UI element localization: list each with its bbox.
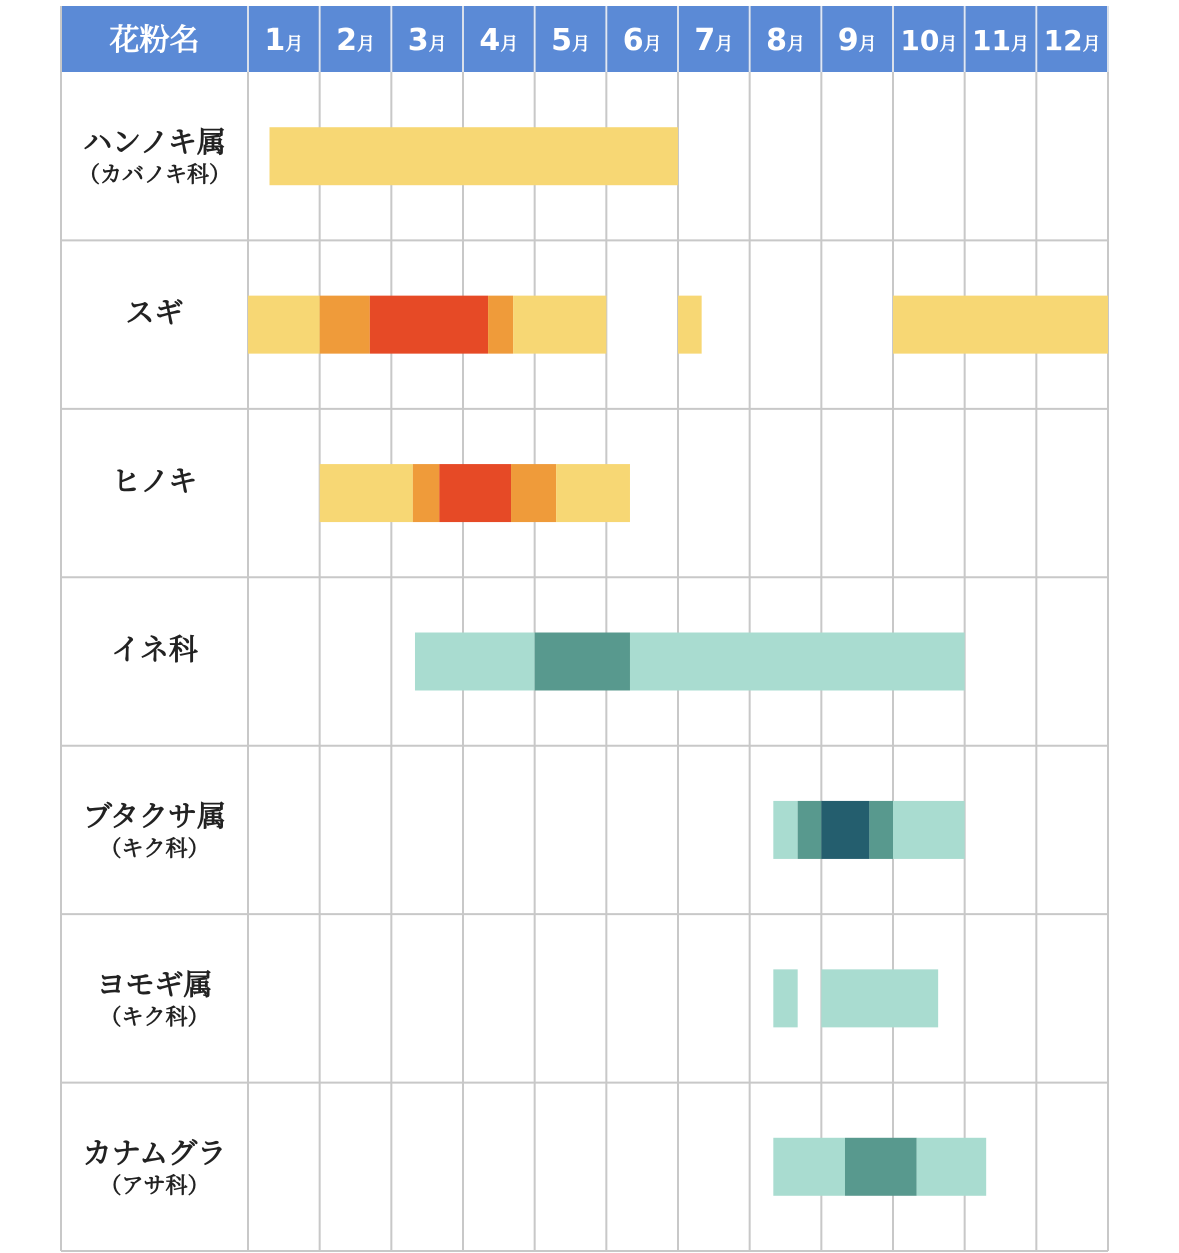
bar-segment-6-0 bbox=[773, 1138, 845, 1196]
row-sub-0: （カバノキ科） bbox=[77, 163, 232, 189]
month-header-12: 12月 bbox=[1043, 24, 1101, 57]
row-name-1: スギ bbox=[125, 295, 184, 330]
header-pollen-name-label: 花粉名 bbox=[109, 23, 200, 58]
bar-segment-2-0 bbox=[320, 464, 413, 522]
bar-segment-3-1 bbox=[535, 633, 630, 691]
bar-segment-2-3 bbox=[511, 464, 556, 522]
row-sub-6: （アサ科） bbox=[99, 1173, 210, 1199]
bar-segment-4-3 bbox=[869, 801, 893, 859]
row-name-6: カナムグラ bbox=[82, 1135, 227, 1170]
month-header-7: 7月 bbox=[694, 23, 734, 58]
month-header-11: 11月 bbox=[972, 24, 1029, 57]
bar-segment-2-4 bbox=[556, 464, 630, 522]
month-header-1: 1月 bbox=[264, 23, 304, 58]
grid-lines bbox=[61, 6, 1108, 1251]
bar-segment-6-1 bbox=[845, 1138, 917, 1196]
month-header-4: 4月 bbox=[479, 23, 519, 58]
row-name-2: ヒノキ bbox=[111, 464, 198, 499]
bar-segment-2-1 bbox=[413, 464, 440, 522]
month-header-8: 8月 bbox=[766, 23, 805, 58]
bar-segment-1-2 bbox=[370, 296, 488, 354]
bar-segment-4-1 bbox=[798, 801, 822, 859]
row-sub-5: （キク科） bbox=[99, 1005, 210, 1031]
bar-segment-5-1 bbox=[821, 969, 938, 1027]
bar-segment-6-2 bbox=[917, 1138, 987, 1196]
row-name-5: ヨモギ属 bbox=[96, 967, 213, 1002]
row-name-3: イネ科 bbox=[111, 632, 198, 667]
month-header-9: 9月 bbox=[837, 23, 877, 58]
bar-segment-1-4 bbox=[513, 296, 606, 354]
bar-segment-4-4 bbox=[893, 801, 965, 859]
bar-segment-4-0 bbox=[773, 801, 797, 859]
month-header-5: 5月 bbox=[551, 23, 590, 58]
row-name-0: ハンノキ属 bbox=[83, 125, 226, 160]
bar-segment-5-0 bbox=[773, 969, 797, 1027]
bar-segment-3-2 bbox=[630, 633, 965, 691]
month-header-3: 3月 bbox=[407, 23, 447, 58]
bar-segment-1-6 bbox=[893, 296, 1108, 354]
bar-segment-0-0 bbox=[270, 127, 679, 185]
bar-segment-2-2 bbox=[439, 464, 511, 522]
month-header-2: 2月 bbox=[336, 23, 375, 58]
row-name-4: ブタクサ属 bbox=[83, 798, 226, 833]
month-header-6: 6月 bbox=[622, 23, 662, 58]
bar-segment-1-3 bbox=[488, 296, 513, 354]
bar-segment-1-1 bbox=[320, 296, 370, 354]
row-labels bbox=[78, 125, 231, 1199]
bar-segment-4-2 bbox=[821, 801, 869, 859]
bar-segment-3-0 bbox=[415, 633, 535, 691]
bar-segment-1-0 bbox=[248, 296, 320, 354]
bar-segment-1-5 bbox=[678, 296, 702, 354]
month-header-10: 10月 bbox=[900, 24, 958, 57]
row-sub-4: （キク科） bbox=[99, 836, 210, 862]
